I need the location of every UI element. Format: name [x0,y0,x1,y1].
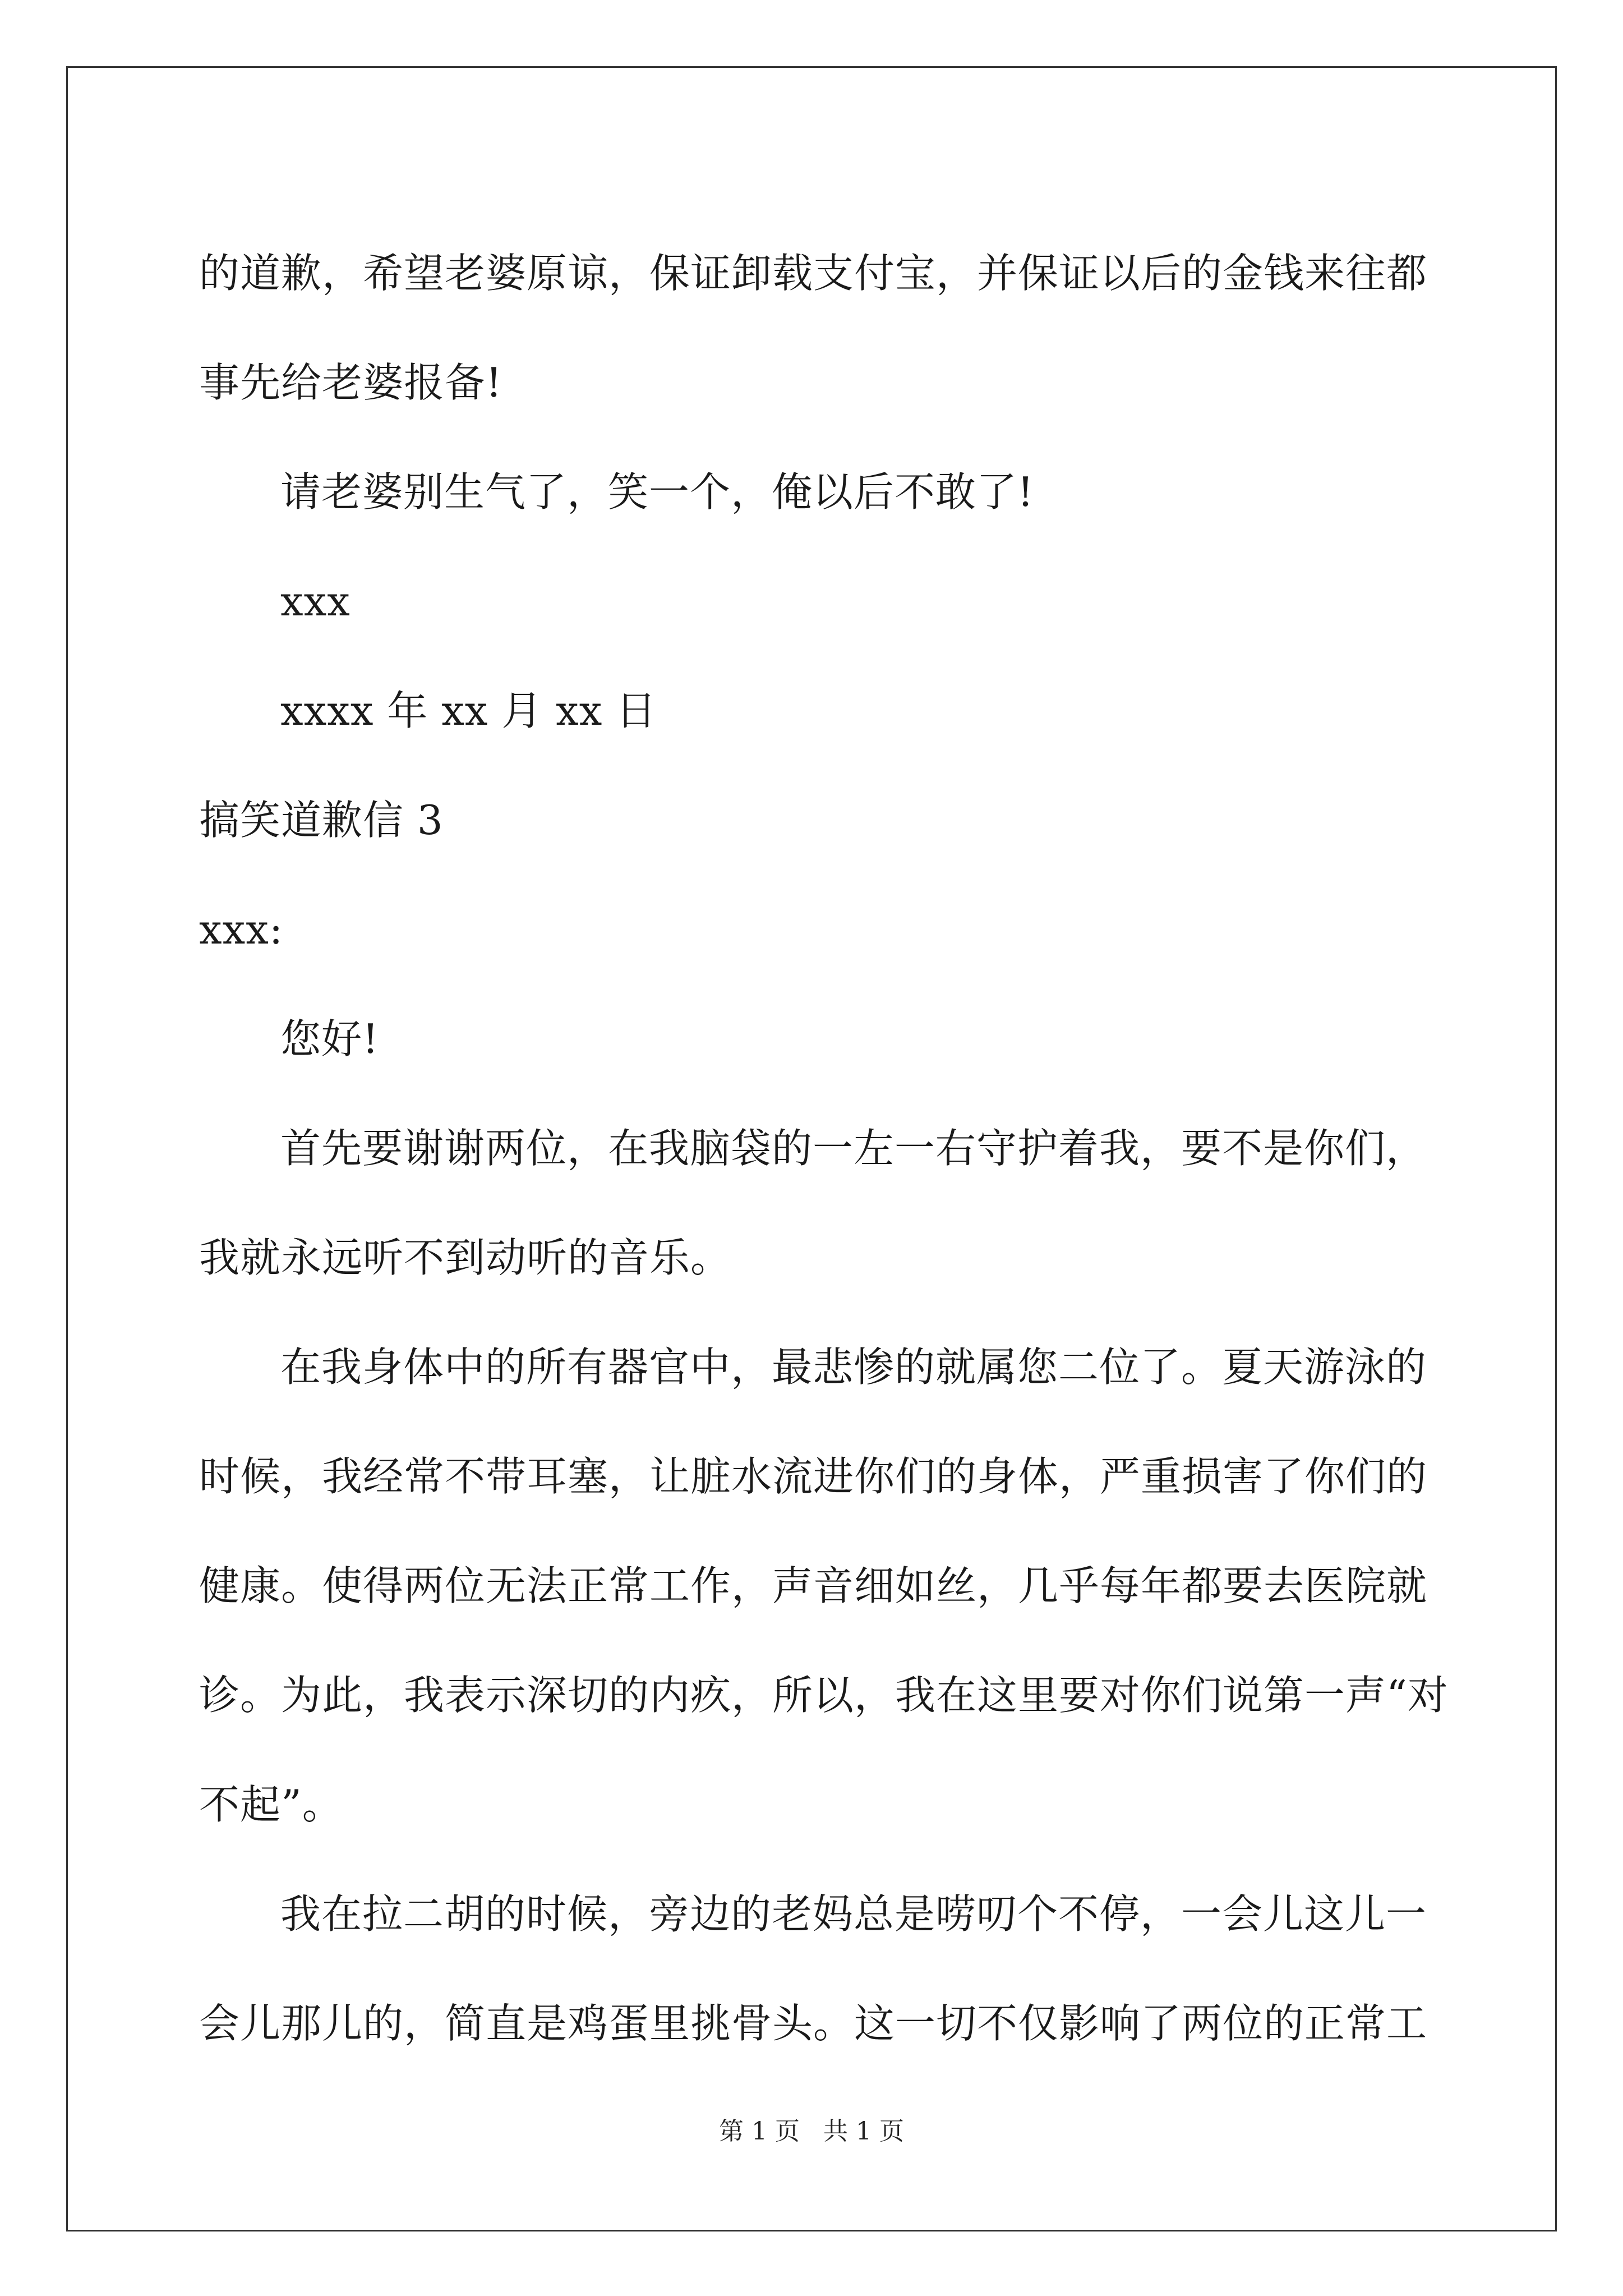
page-number-total: 共 1 页 [823,2117,904,2146]
text-line: 诊。为此，我表示深切的内疚，所以，我在这里要对你们说第一声“对 [199,1672,1449,1719]
signature-date: xxxx 年 xx 月 xx 日 [280,687,657,734]
page-footer [0,2115,1623,2148]
salutation: xxx: [199,906,284,953]
document-body [199,219,1449,2078]
text-line: 不起”。 [199,1781,343,1828]
text-line: 事先给老婆报备! [199,359,502,406]
text-line: 请老婆别生气了，笑一个，俺以后不敢了! [280,468,1034,516]
page-number-current: 第 1 页 [719,2117,800,2146]
text-line: 我就永远听不到动听的音乐。 [199,1234,732,1281]
greeting: 您好! [280,1015,379,1062]
text-line: 在我身体中的所有器官中，最悲惨的就属您二位了。夏天游泳的 [280,1343,1427,1391]
text-line: 我在拉二胡的时候，旁边的老妈总是唠叨个不停，一会儿这儿一 [280,1890,1427,1938]
text-line: 会儿那儿的，简直是鸡蛋里挑骨头。这一切不仅影响了两位的正常工 [199,2000,1428,2047]
text-line: 健康。使得两位无法正常工作，声音细如丝，几乎每年都要去医院就 [199,1562,1428,1609]
text-line: 首先要谢谢两位，在我脑袋的一左一右守护着我，要不是你们， [280,1125,1427,1172]
text-line: 的道歉，希望老婆原谅，保证卸载支付宝，并保证以后的金钱来往都 [199,250,1428,297]
section-heading: 搞笑道歉信 3 [199,797,444,844]
text-line: 时候，我经常不带耳塞，让脏水流进你们的身体，严重损害了你们的 [199,1453,1428,1500]
signature-name: xxx [280,578,351,625]
